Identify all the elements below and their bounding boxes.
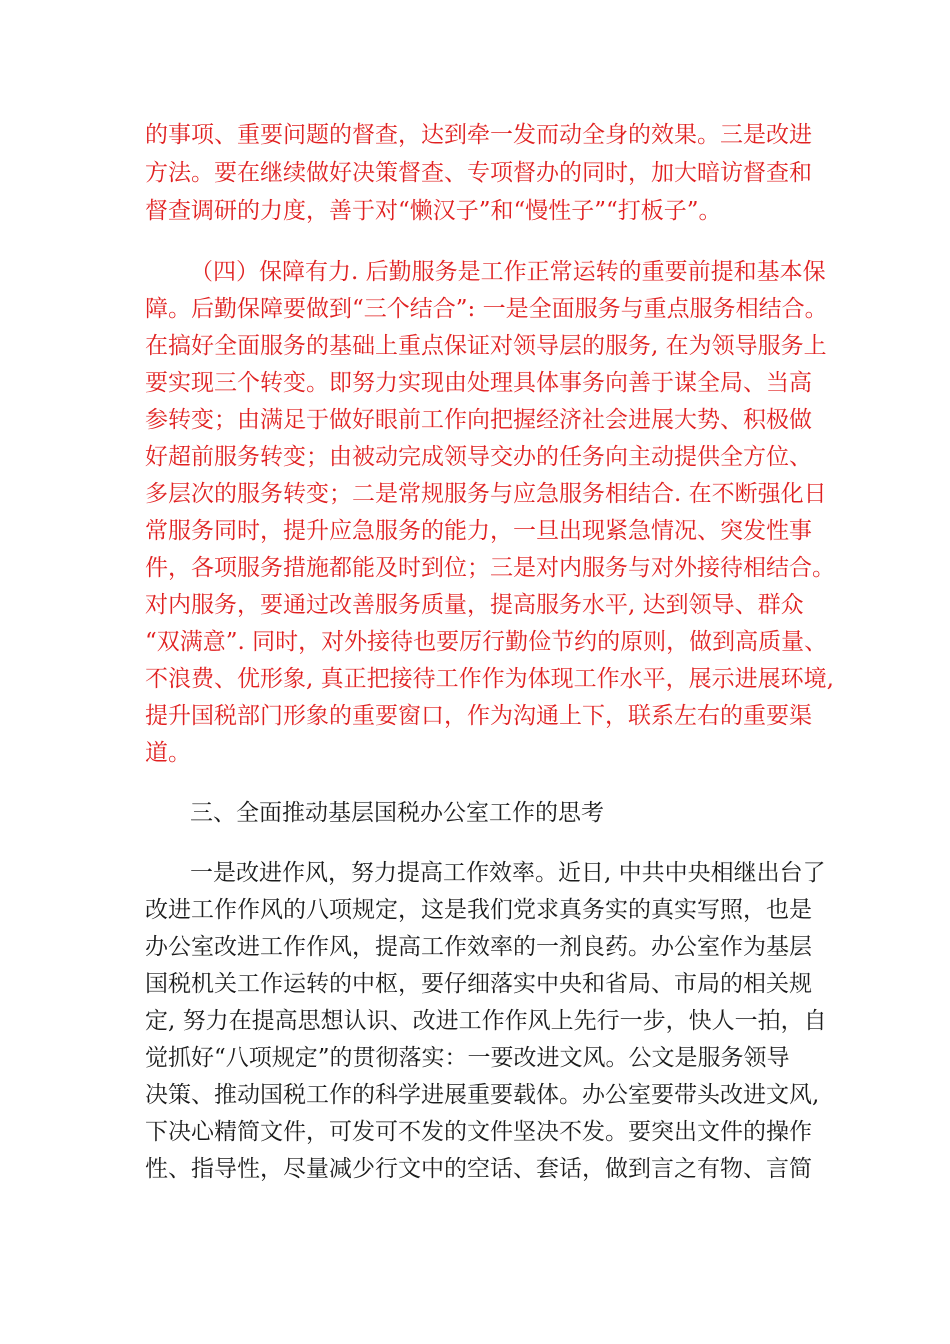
text-line: 下决心精简文件，可发可不发的文件坚决不发。要突出文件的操作 xyxy=(145,1119,812,1145)
text-line: 的事项、重要问题的督查，达到牵一发而动全身的效果。三是改进 xyxy=(145,122,812,148)
text-line: 参转变；由满足于做好眼前工作向把握经济社会进展大势、积极做 xyxy=(145,407,812,433)
paragraph-first-line: 一是改进作风，努力提高工作效率。近日, 中共中央相继出台了 xyxy=(190,860,826,886)
text-line: 障。后勤保障要做到“三个结合”: 一是全面服务与重点服务相结合。 xyxy=(145,296,828,322)
text-line: 道。 xyxy=(145,740,191,766)
paragraph-heading-line: （四）保障有力. 后勤服务是工作正常运转的重要前提和基本保 xyxy=(190,259,826,285)
text-line: 要实现三个转变。即努力实现由处理具体事务向善于谋全局、当高 xyxy=(145,370,812,396)
text-line: 决策、推动国税工作的科学进展重要载体。办公室要带头改进文风, xyxy=(145,1082,820,1108)
text-line: 件，各项服务措施都能及时到位；三是对内服务与对外接待相结合。 xyxy=(145,555,835,581)
text-line: “双满意”. 同时，对外接待也要厉行勤俭节约的原则，做到高质量、 xyxy=(145,629,828,655)
text-line: 好超前服务转变；由被动完成领导交办的任务向主动提供全方位、 xyxy=(145,444,812,470)
text-line: 国税机关工作运转的中枢，要仔细落实中央和省局、市局的相关规 xyxy=(145,971,812,997)
text-line: 不浪费、优形象, 真正把接待工作作为体现工作水平，展示进展环境, xyxy=(145,666,834,692)
text-line: 在搞好全面服务的基础上重点保证对领导层的服务, 在为领导服务上 xyxy=(145,333,827,359)
text-line: 对内服务，要通过改善服务质量，提高服务水平, 达到领导、群众 xyxy=(145,592,804,618)
text-line: 改进工作作风的八项规定，这是我们党求真务实的真实写照，也是 xyxy=(145,897,812,923)
text-line: 多层次的服务转变；二是常规服务与应急服务相结合. 在不断强化日 xyxy=(145,481,827,507)
text-line: 性、指导性，尽量减少行文中的空话、套话，做到言之有物、言简 xyxy=(145,1156,812,1182)
text-line: 定, 努力在提高思想认识、改进工作作风上先行一步，快人一拍，自 xyxy=(145,1008,827,1034)
text-line: 办公室改进工作作风，提高工作效率的一剂良药。办公室作为基层 xyxy=(145,934,812,960)
text-line: 觉抓好“八项规定”的贯彻落实：一要改进文风。公文是服务领导 xyxy=(145,1045,790,1071)
section-heading: 三、全面推动基层国税办公室工作的思考 xyxy=(190,800,604,826)
text-line: 提升国税部门形象的重要窗口，作为沟通上下，联系左右的重要渠 xyxy=(145,703,812,729)
text-line: 方法。要在继续做好决策督查、专项督办的同时，加大暗访督查和 xyxy=(145,160,812,186)
text-line: 常服务同时，提升应急服务的能力，一旦出现紧急情况、突发性事 xyxy=(145,518,812,544)
text-line: 督查调研的力度，善于对“懒汉子”和“慢性子”“打板子”。 xyxy=(145,198,722,224)
